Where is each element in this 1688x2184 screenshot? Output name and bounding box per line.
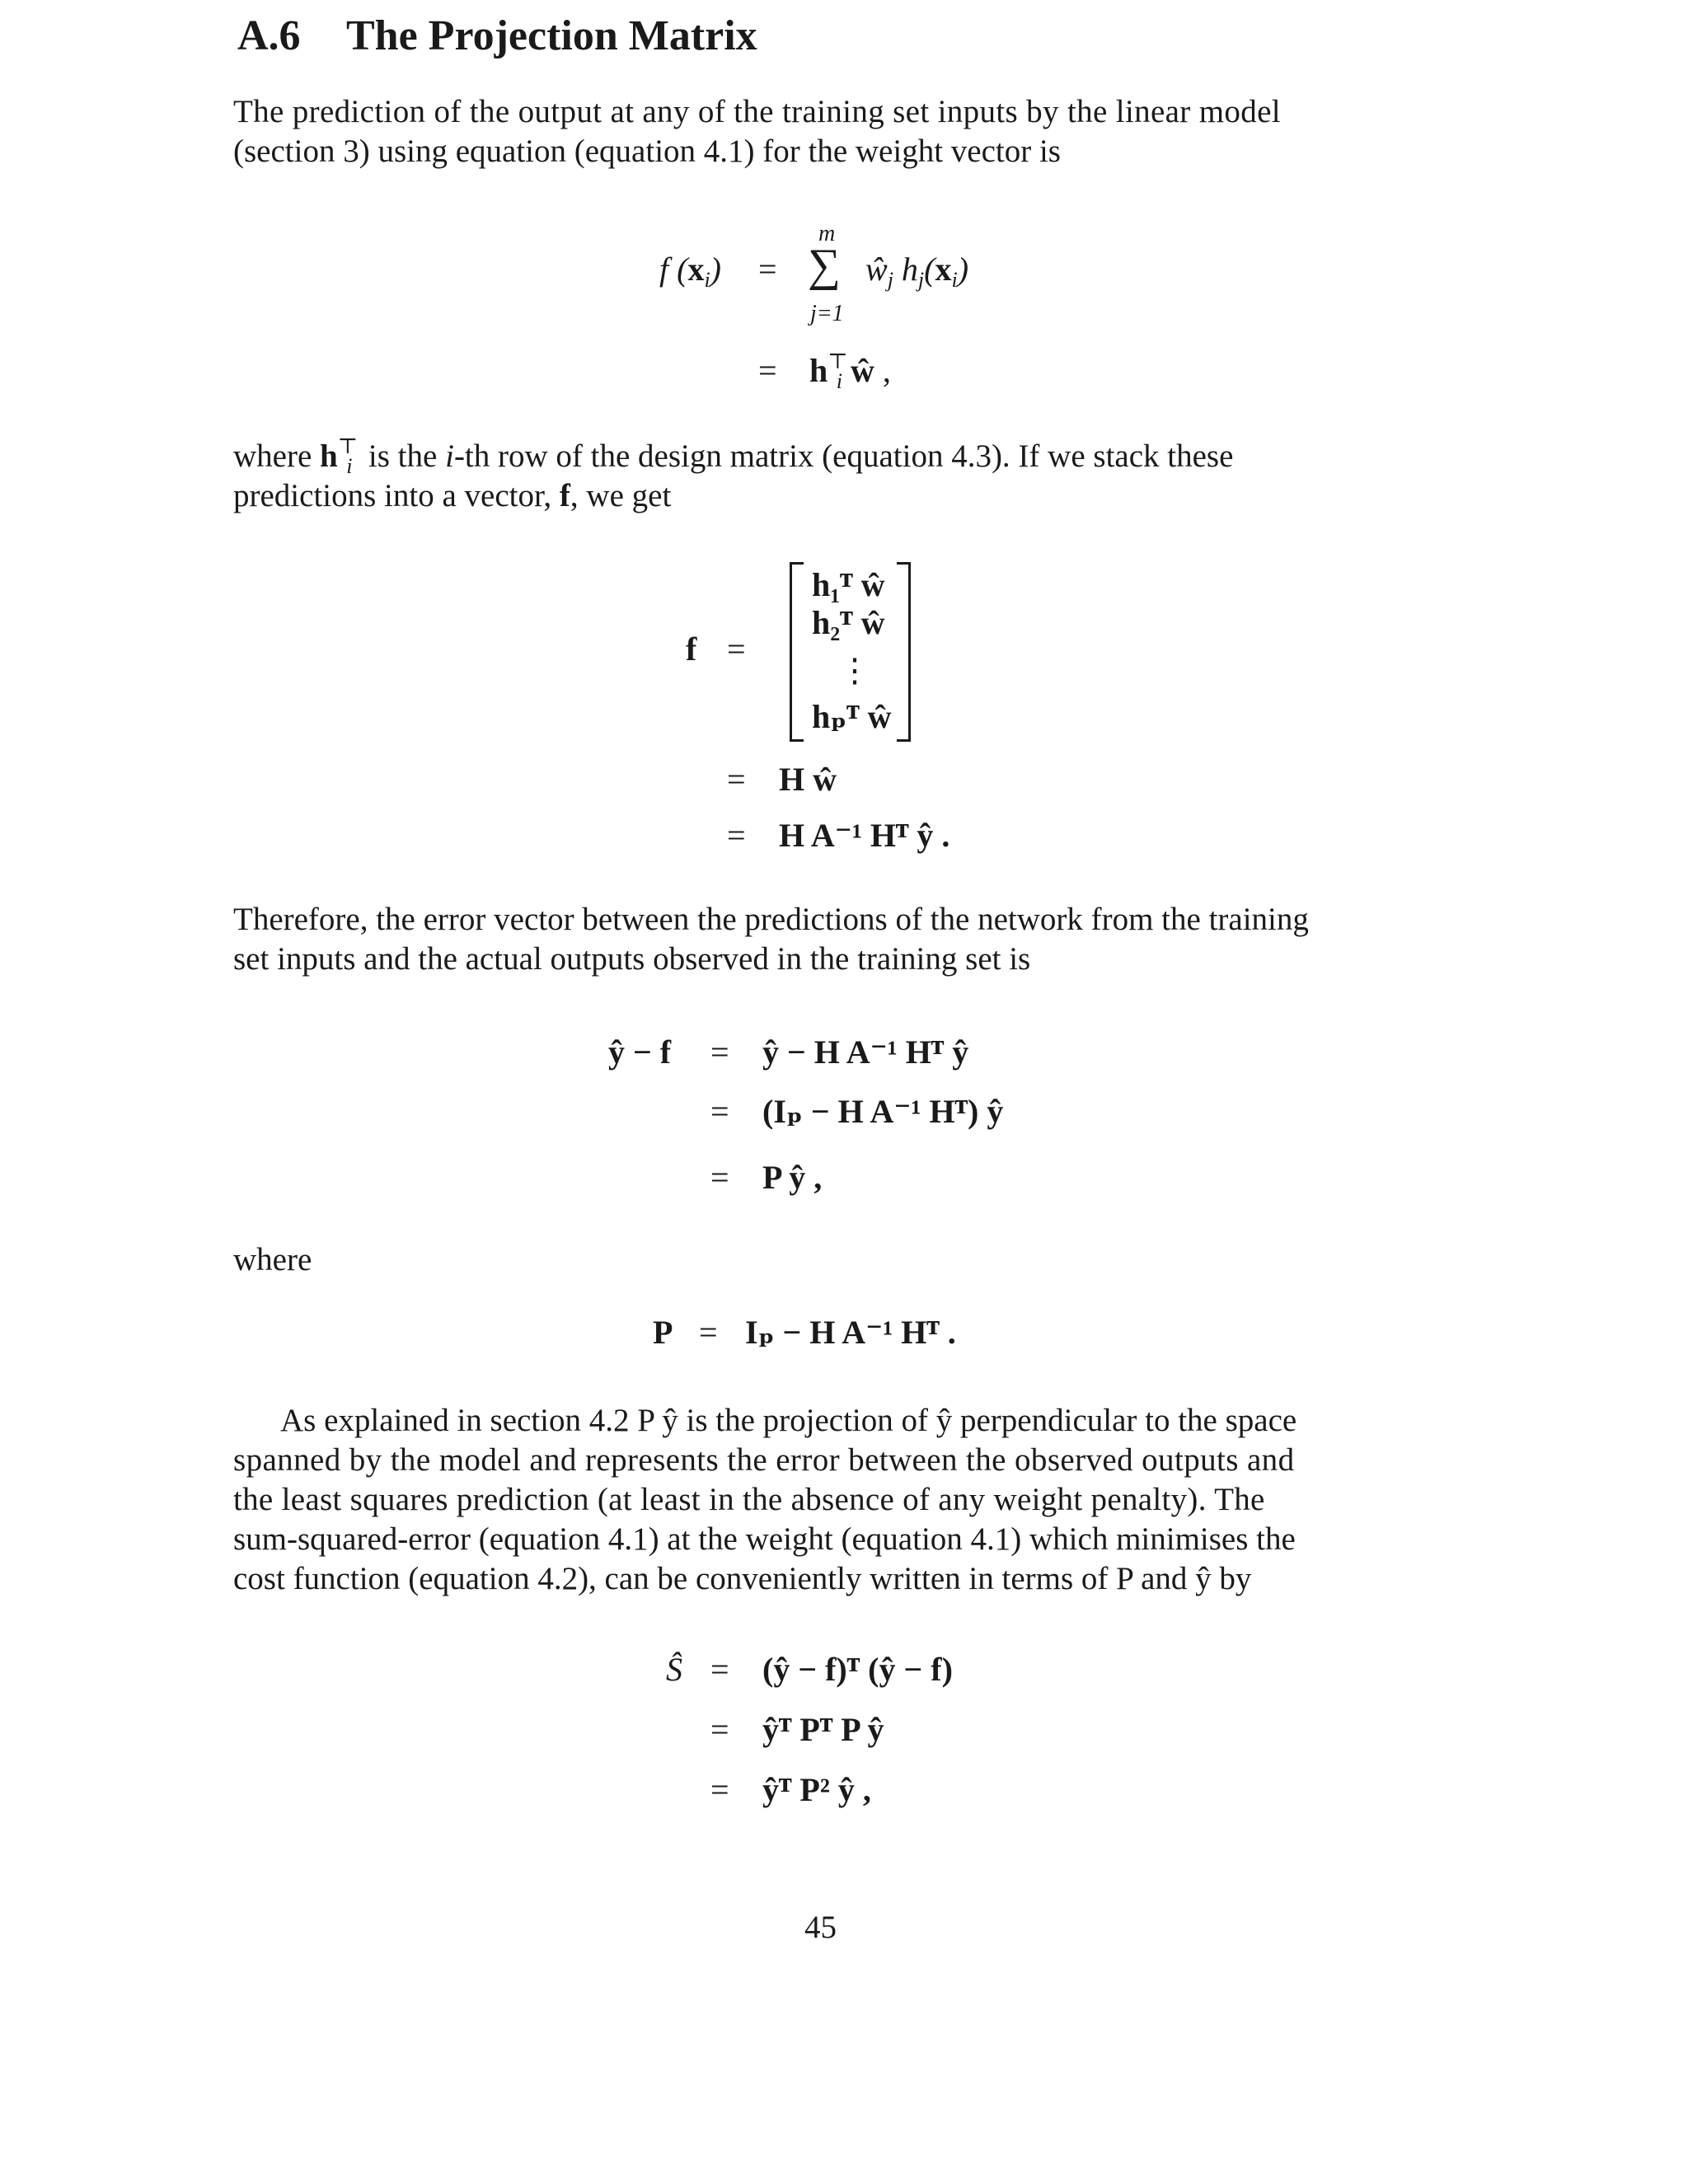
eq4-rhs: Iₚ − H A⁻¹ Hᵀ . [745, 1314, 956, 1351]
eq2-line2: H ŵ [779, 761, 837, 798]
para2-i-symbol: i [445, 438, 454, 474]
eq3-equals-2: = [710, 1093, 729, 1130]
eq2-left-bracket [790, 562, 804, 742]
eq4-lhs: P [653, 1314, 673, 1351]
para2-line2: predictions into a vector, f, we get [233, 478, 672, 513]
para2-h-symbol: h [320, 438, 338, 474]
eq1-sigma: ∑ [808, 240, 841, 291]
eq3-equals-1: = [710, 1033, 729, 1071]
eq2-lhs: f [686, 630, 697, 668]
para1-line1: The prediction of the output at any of the training set inputs by the linear model [233, 94, 1281, 129]
eq3-equals-3: = [710, 1159, 729, 1196]
eq2-equals-2: = [727, 761, 746, 798]
where-text: where [233, 1242, 312, 1277]
eq5-line1: (ŷ − f)ᵀ (ŷ − f) [762, 1651, 953, 1688]
eq5-line2: ŷᵀ Pᵀ P ŷ [762, 1711, 884, 1748]
eq4-equals: = [699, 1314, 718, 1351]
para2-line1: where $h^⊤_i$ is the i-th row of the design matrix (equation 4.3). If we stack these [233, 434, 1234, 478]
eq3-line3: P ŷ , [762, 1159, 823, 1196]
eq5-lhs: Ŝ [666, 1651, 682, 1688]
para1-line2: (section 3) using equation (equation 4.1) for the weight vector is [233, 134, 1061, 169]
eq1-sum-lower: j=1 [810, 301, 844, 326]
para4-line2: spanned by the model and represents the error between the observed outputs and [233, 1442, 1295, 1478]
eq2-equals-3: = [727, 817, 746, 854]
eq3-lhs: ŷ − f [608, 1033, 672, 1071]
eq3-line2: (Iₚ − H A⁻¹ Hᵀ) ŷ [762, 1093, 1004, 1130]
para2-we-get: we get [586, 478, 672, 513]
eq1-equals-1: = [758, 251, 777, 288]
para4-line5: cost function (equation 4.2), can be conveniently written in terms of P and ŷ by [233, 1561, 1252, 1596]
para4-line1: As explained in section 4.2 P ŷ is the projection of ŷ perpendicular to the space [280, 1403, 1297, 1438]
para2-is-the: is the [368, 438, 438, 474]
eq2-row-1: h₁ᵀ ŵ [812, 566, 885, 603]
eq1-sum-upper: m [818, 221, 836, 246]
para3-line2: set inputs and the actual outputs observed in the training set is [233, 941, 1031, 977]
para2-rest: -th row of the design matrix (equation 4.3). If we stack these [453, 438, 1234, 474]
eq5-equals-1: = [710, 1651, 729, 1688]
para4-line4: sum-squared-error (equation 4.1) at the weight (equation 4.1) which minimises the [233, 1521, 1296, 1557]
eq5-line3: ŷᵀ P² ŷ , [762, 1771, 871, 1808]
para3-line1: Therefore, the error vector between the predictions of the network from the training [233, 902, 1309, 937]
eq3-line1: ŷ − H A⁻¹ Hᵀ ŷ [762, 1033, 969, 1071]
section-number: A.6 [237, 12, 301, 59]
section-title: The Projection Matrix [346, 12, 757, 59]
eq2-row-p: hₚᵀ ŵ [812, 698, 892, 735]
eq5-equals-2: = [710, 1711, 729, 1748]
para2-f-symbol: f [559, 478, 570, 513]
eq2-row-dots: ⋮ [838, 652, 871, 689]
eq1-equals-2: = [758, 352, 777, 389]
eq2-equals-1: = [727, 630, 746, 668]
eq2-right-bracket [897, 562, 911, 742]
eq2-line3: H A⁻¹ Hᵀ ŷ . [779, 817, 950, 854]
para2-where: where [233, 438, 312, 474]
eq1-rhs: $ŵ_j$ $h_j(x_i)$ [865, 251, 969, 292]
page-number: 45 [804, 1910, 837, 1945]
eq2-row-2: h₂ᵀ ŵ [812, 604, 885, 641]
para4-line3: the least squares prediction (at least in the absence of any weight penalty). The [233, 1482, 1265, 1517]
eq1-lhs: f $(x_i)$ [659, 251, 721, 292]
eq1-line2: $h^⊤_i$ ŵ , [809, 349, 891, 393]
para2-line2-text: predictions into a vector, [233, 478, 552, 513]
eq5-equals-3: = [710, 1771, 729, 1808]
